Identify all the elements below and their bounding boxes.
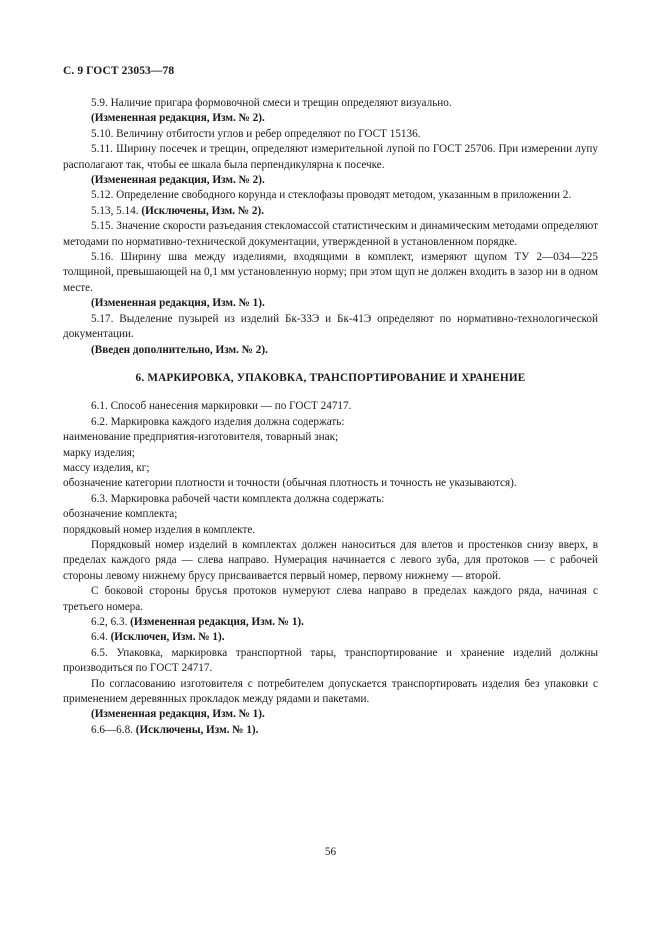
paragraph-5-13-number: 5.13, 5.14. xyxy=(91,204,142,217)
paragraph-6-2-6-3-number: 6.2, 6.3. xyxy=(91,616,131,628)
paragraph-5-15: 5.15. Значение скорости разъедания стекломассой статистическим и динамическим методами определяют методами по нормативно-технической документации, утвержденной в установленном порядке. xyxy=(63,220,598,248)
list-item-6-2-a: наименование предприятия-изготовителя, товарный знак; xyxy=(63,431,339,444)
amendment-note-5-11: (Измененная редакция, Изм. № 2). xyxy=(91,174,265,187)
paragraph-5-13-5-14 xyxy=(63,204,598,219)
list-item-6-2-c: массу изделия, кг; xyxy=(63,461,150,474)
list-item-6-2-b: марку изделия; xyxy=(63,446,135,459)
paragraph-6-3: 6.3. Маркировка рабочей части комплекта должна содержать: xyxy=(91,492,385,505)
document-body xyxy=(63,96,598,738)
paragraph-5-12: 5.12. Определение свободного корунда и стеклофазы проводят методом, указанным в приложении 2. xyxy=(91,189,572,202)
paragraph-5-9: 5.9. Наличие пригара формовочной смеси и трещин определяют визуально. xyxy=(91,97,452,109)
paragraph-6-4-number: 6.4. xyxy=(91,631,111,644)
list-item-6-3-b: порядковый номер изделия в комплекте. xyxy=(63,523,256,536)
exclusion-note-6-6: (Исключены, Изм. № 1). xyxy=(135,723,259,736)
paragraph-6-4 xyxy=(63,630,598,645)
exclusion-note-5-13: (Исключены, Изм. № 2). xyxy=(141,204,265,217)
amendment-note-6-5: (Измененная редакция, Изм. № 1). xyxy=(91,708,265,721)
paragraph-6-3-numbering: Порядковый номер изделий в комплектах должен наноситься для влетов и простенков снизу вверх, в пределах каждого ряда — слева направо. Нумерация начинается с левого зуба, для протоков — с рабочей стороны левому нижнему брусу присваивается первый номер, первому нижнему — второй. xyxy=(63,538,598,582)
paragraph-6-6-number: 6.6—6.8. xyxy=(91,723,136,736)
amendment-note-6-2-6-3: (Измененная редакция, Изм. № 1). xyxy=(130,616,304,628)
paragraph-5-10: 5.10. Величину отбитости углов и ребер определяют по ГОСТ 15136. xyxy=(91,127,421,140)
page-header: С. 9 ГОСТ 23053—78 xyxy=(63,65,175,77)
paragraph-5-11: 5.11. Ширину посечек и трещин, определяют измерительной лупой по ГОСТ 25706. При измерении лупу располагают так, чтобы ее шкала была перпендикулярна к посечке. xyxy=(63,143,598,171)
paragraph-6-3-side: С боковой стороны брусья протоков нумеруют слева направо в пределах каждого ряда, начиная с третьего номера. xyxy=(63,585,598,613)
list-item-6-2-d: обозначение категории плотности и точности (обычная плотность и точность не указываются). xyxy=(63,477,517,490)
paragraph-5-17: 5.17. Выделение пузырей из изделий Бк-33Э и Бк-41Э определяют по нормативно-технологической документации. xyxy=(63,312,598,341)
amendment-note-5-9: (Измененная редакция, Изм. № 2). xyxy=(91,112,265,125)
list-item-6-3-a: обозначение комплекта; xyxy=(63,508,178,521)
amendment-note-5-16: (Измененная редакция, Изм. № 1). xyxy=(91,297,265,310)
paragraph-6-5-agreement: По согласованию изготовителя с потребителем допускается транспортировать изделия без упаковки с применением деревянных прокладок между рядами и пакетами. xyxy=(63,677,598,706)
paragraph-6-6-6-8 xyxy=(63,723,598,738)
paragraph-5-16: 5.16. Ширину шва между изделиями, входящими в комплект, измеряют щупом ТУ 2—034—225 толщиной, превышающей на 0,1 мм установленную норму; при этом щуп не должен входить в зазор ни в одном месте. xyxy=(63,251,598,294)
exclusion-note-6-4: (Исключен, Изм. № 1). xyxy=(110,631,225,644)
section-heading-6: 6. МАРКИРОВКА, УПАКОВКА, ТРАНСПОРТИРОВАНИЕ И ХРАНЕНИЕ xyxy=(135,371,526,384)
page-number: 56 xyxy=(324,846,337,858)
addition-note-5-17: (Введен дополнительно, Изм. № 2). xyxy=(91,343,268,356)
paragraph-6-2: 6.2. Маркировка каждого изделия должна содержать: xyxy=(91,415,345,428)
paragraph-6-5: 6.5. Упаковка, маркировка транспортной тары, транспортирование и хранение изделий должны производиться по ГОСТ 24717. xyxy=(63,646,598,675)
paragraph-6-1: 6.1. Способ нанесения маркировки — по ГОСТ 24717. xyxy=(91,400,352,413)
paragraph-6-2-6-3 xyxy=(63,615,598,630)
